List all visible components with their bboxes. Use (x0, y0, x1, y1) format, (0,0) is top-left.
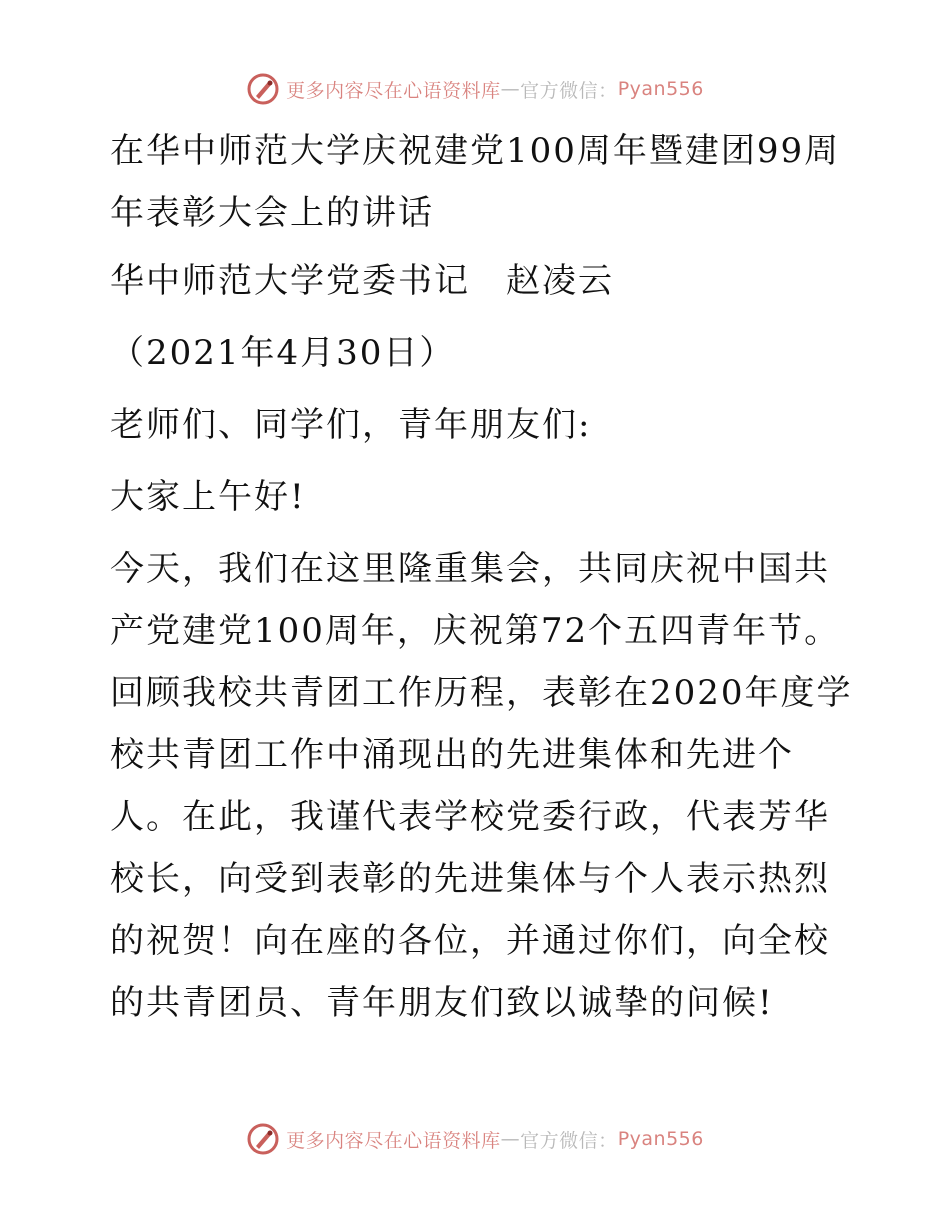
watermark-wechat-label: 官方微信： (520, 1129, 618, 1152)
watermark-main-text: 更多内容尽在心语资料库 (286, 79, 501, 102)
watermark-header (0, 72, 950, 106)
logo-icon (246, 72, 280, 106)
watermark-separator: — (500, 1128, 521, 1150)
document-greeting: 大家上午好! (110, 477, 306, 517)
document-paragraph: 今天，我们在这里隆重集会，共同庆祝中国共产党建党100周年，庆祝第72个五四青年节。回顾我校共青团工作历程，表彰在2020年度学校共青团工作中涌现出的先进集体和先进个人。在此，我谨代表学校党委行政，代表芳华校长，向受到表彰的先进集体与个人表示热烈的祝贺！向在座的各位，并通过你们，向全校的共青团员、青年朋友们致以诚挚的问候! (110, 549, 853, 1023)
document-title: 在华中师范大学庆祝建党100周年暨建团99周年表彰大会上的讲话 (110, 131, 841, 233)
watermark-wechat-id: Pyan556 (617, 78, 704, 100)
logo-icon (246, 1122, 280, 1156)
watermark-main-text: 更多内容尽在心语资料库 (286, 1129, 501, 1152)
document-body (98, 120, 858, 1044)
watermark-wechat-label: 官方微信： (520, 79, 618, 102)
watermark-footer (0, 1122, 950, 1156)
watermark-wechat-id: Pyan556 (617, 1128, 704, 1150)
document-date: （2021年4月30日） (110, 333, 456, 373)
watermark-separator: — (500, 78, 521, 100)
document-salutation: 老师们、同学们，青年朋友们: (110, 405, 592, 445)
document-author: 华中师范大学党委书记 赵凌云 (110, 261, 614, 301)
